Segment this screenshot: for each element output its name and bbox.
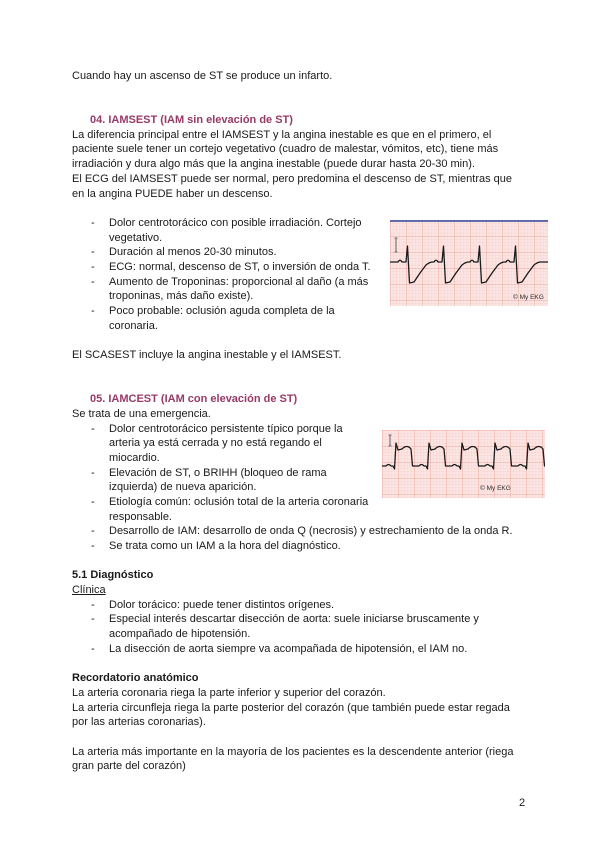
text-column xyxy=(72,69,542,774)
section-recordatorio xyxy=(72,671,542,774)
list-item-line: Dolor centrotorácico persistente típico porque la xyxy=(109,422,343,435)
bullet-marker: - xyxy=(91,260,95,273)
list-item xyxy=(72,304,542,333)
bullet-marker: - xyxy=(91,246,95,259)
paragraph-line: La arteria circunfleja riega la parte posterior del corazón (que también puede estar regada xyxy=(72,701,510,714)
list-item-text xyxy=(109,612,542,641)
section-heading-iamcest: 05. IAMCEST (IAM con elevación de ST) xyxy=(90,393,298,406)
bullet-marker: - xyxy=(91,642,95,655)
list-item-line: coronaria. xyxy=(109,319,158,332)
intro-text: Cuando hay un ascenso de ST se produce un infarto. xyxy=(72,70,333,82)
ecg-watermark: © My EKG xyxy=(480,485,511,492)
bullet-marker: - xyxy=(91,613,95,626)
list-item-line: arteria ya está cerrada y no está regando el xyxy=(109,437,322,450)
paragraph-line: gran parte del corazón) xyxy=(72,760,186,773)
paragraph-line: La arteria más importante en la mayoría de los pacientes es la descendente anterior (riega xyxy=(72,745,514,758)
bullet-marker: - xyxy=(91,466,95,479)
list-item xyxy=(72,539,542,554)
list-item xyxy=(72,495,542,524)
iamcest-intro: Se trata de una emergencia. xyxy=(72,407,211,420)
list-item-line: responsable. xyxy=(109,510,172,523)
list-item-line: Desarrollo de IAM: desarrollo de onda Q (necrosis) y estrechamiento de la onda R. xyxy=(109,525,513,538)
list-item-line: acompañado de hipotensión. xyxy=(109,628,251,641)
list-item-line: Duración al menos 20-30 minutos. xyxy=(109,246,277,259)
recordatorio-paragraph-1 xyxy=(72,686,542,730)
bullet-marker: - xyxy=(91,422,95,435)
diagnostico-bullet-list xyxy=(72,598,542,657)
bullet-marker: - xyxy=(91,525,95,538)
paragraph-line: La diferencia principal entre el IAMSEST y la angina inestable es que en el primero, el xyxy=(72,128,492,141)
bullet-marker: - xyxy=(91,540,95,553)
ecg-st-elevation-image xyxy=(382,430,545,498)
list-item-line: troponinas, más daño existe). xyxy=(109,290,254,303)
list-item-line: Especial interés descartar disección de aorta: suele iniciarse bruscamente y xyxy=(109,613,479,626)
section-diagnostico xyxy=(72,568,542,656)
list-item-line: Etiología común: oclusión total de la arteria coronaria xyxy=(109,495,369,508)
list-item-line: Aumento de Troponinas: proporcional al daño (a más xyxy=(109,275,369,288)
list-item-text xyxy=(109,539,542,554)
list-item-line: Dolor torácico: puede tener distintos orígenes. xyxy=(109,598,335,611)
list-item-text xyxy=(109,598,542,613)
ecg-watermark: © My EKG xyxy=(513,294,544,301)
bullet-marker: - xyxy=(91,598,95,611)
list-item-line: izquierda) de nueva aparición. xyxy=(109,481,257,494)
list-item-text xyxy=(109,524,542,539)
paragraph-line: irradiación y dura algo más que la angina inestable (puede durar hasta 20-30 min). xyxy=(72,158,475,171)
bullet-marker: - xyxy=(91,305,95,318)
list-item xyxy=(72,642,542,657)
list-item-text xyxy=(109,495,542,524)
list-item-line: Dolor centrotorácico con posible irradiación. Cortejo xyxy=(109,216,362,229)
paragraph-line: en la angina PUEDE haber un descenso. xyxy=(72,187,273,200)
ecg-st-depression-image xyxy=(390,220,548,306)
paragraph-line: paciente suele tener un cortejo vegetativo (cuadro de malestar, vómitos, etc), tiene más xyxy=(72,143,499,156)
subheading-clinica: Clínica xyxy=(72,584,106,597)
page-number: 2 xyxy=(519,797,526,809)
section-heading-recordatorio: Recordatorio anatómico xyxy=(72,672,199,685)
list-item-line: Se trata como un IAM a la hora del diagnóstico. xyxy=(109,540,341,553)
paragraph-line: La arteria coronaria riega la parte inferior y superior del corazón. xyxy=(72,686,386,699)
bullet-marker: - xyxy=(91,216,95,229)
list-item-text xyxy=(109,642,542,657)
iamsest-summary: El SCASEST incluye la angina inestable y el IAMSEST. xyxy=(72,349,342,362)
list-item-line: La disección de aorta siempre va acompañada de hipotensión, el IAM no. xyxy=(109,642,468,655)
list-item-line: Elevación de ST, o BRIHH (bloqueo de rama xyxy=(109,466,327,479)
list-item-line: Poco probable: oclusión aguda completa de la xyxy=(109,305,335,318)
section-heading-diagnostico: 5.1 Diagnóstico xyxy=(72,569,154,582)
bullet-marker: - xyxy=(91,495,95,508)
list-item-line: vegetativo. xyxy=(109,231,163,244)
paragraph-line: El ECG del IAMSEST puede ser normal, pero predomina el descenso de ST, mientras que xyxy=(72,172,513,185)
list-item xyxy=(72,598,542,613)
list-item xyxy=(72,524,542,539)
list-item xyxy=(72,612,542,641)
list-item-text xyxy=(109,304,542,333)
section-heading-iamsest: 04. IAMSEST (IAM sin elevación de ST) xyxy=(90,114,293,127)
paragraph-line: por las arterias coronarias). xyxy=(72,716,206,729)
bullet-marker: - xyxy=(91,275,95,288)
list-item-line: ECG: normal, descenso de ST, o inversión de onda T. xyxy=(109,260,371,273)
recordatorio-paragraph-2 xyxy=(72,745,542,774)
list-item-line: miocardio. xyxy=(109,451,160,464)
iamsest-paragraph xyxy=(72,128,542,201)
